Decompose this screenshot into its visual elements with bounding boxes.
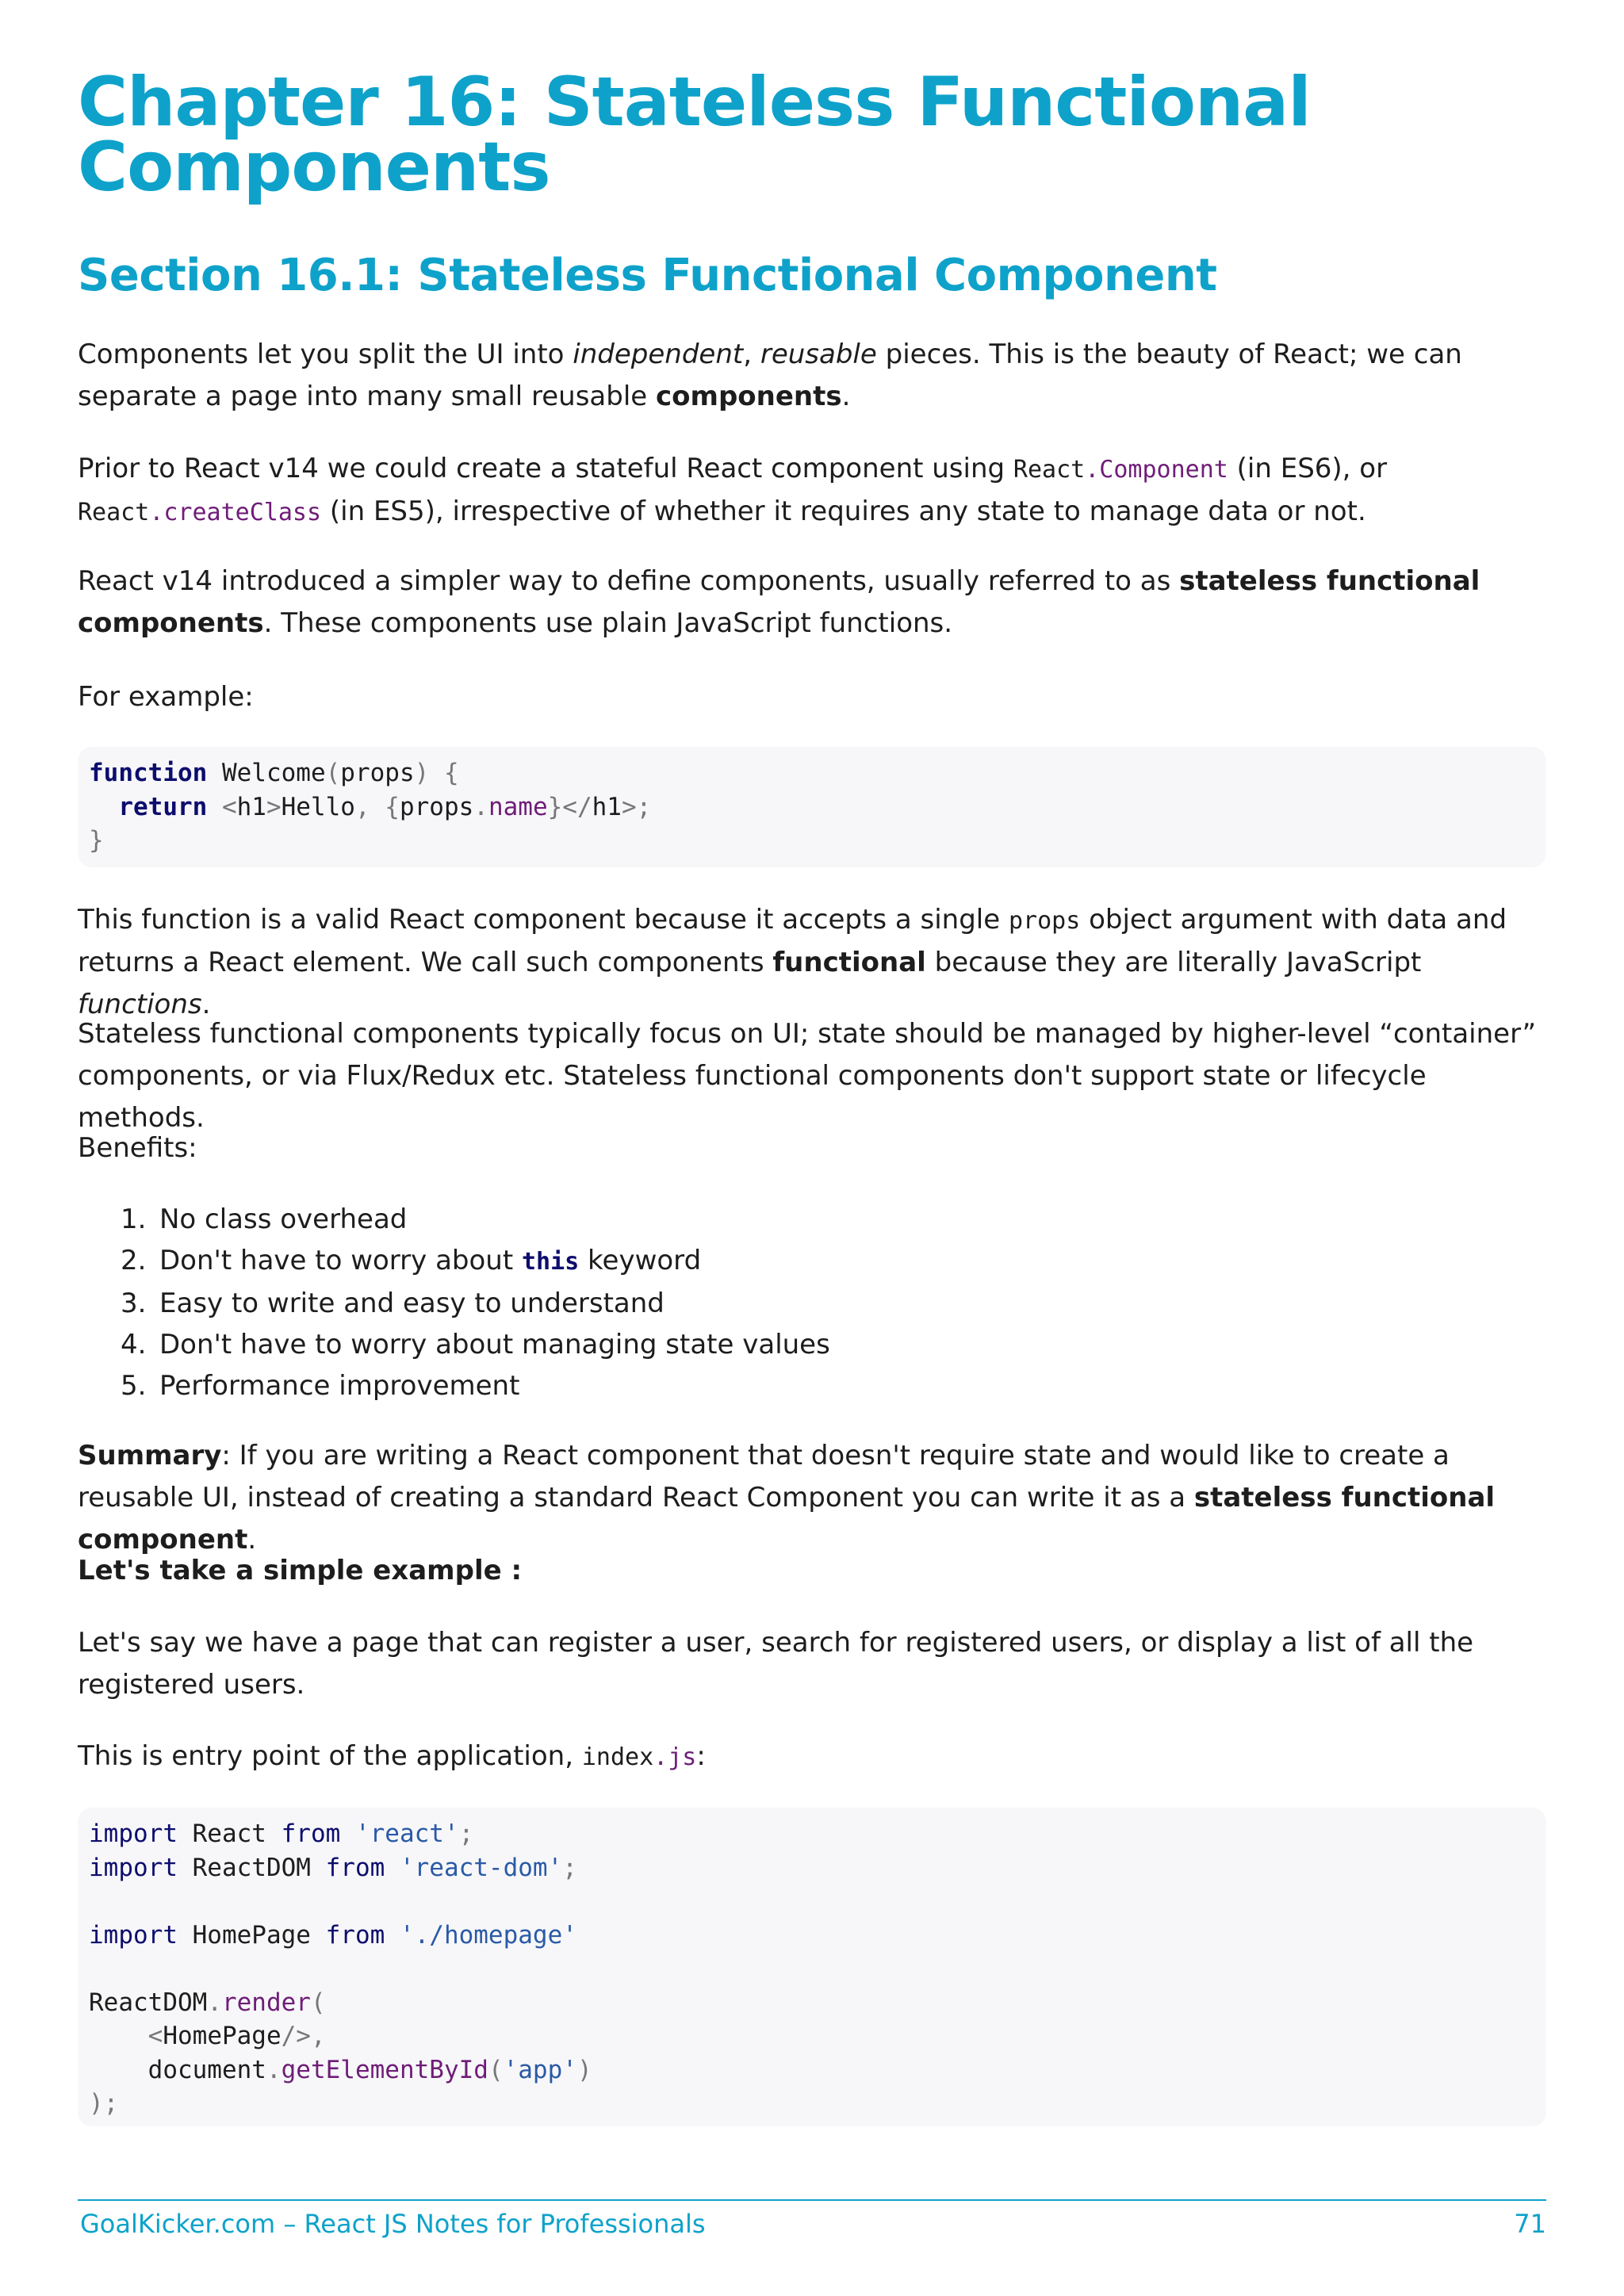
paragraph-for-example: For example: xyxy=(78,681,254,713)
paragraph-simple-example: Let's take a simple example : xyxy=(78,1555,523,1586)
list-item: 5. Performance improvement xyxy=(121,1370,520,1402)
paragraph-stateless-focus: Stateless functional components typically focus on UI; state should be managed by higher-level “container” components, or via Flux/Redux etc. Stateless functional components don't support state or lifecycle methods. xyxy=(78,1018,1537,1134)
paragraph-v14-intro: React v14 introduced a simpler way to define components, usually referred to as stateless functional components. These components use plain JavaScript functions. xyxy=(78,565,1480,639)
list-item: 2. Don't have to worry about this keyword xyxy=(121,1245,702,1276)
footer-source: GoalKicker.com – React JS Notes for Professionals xyxy=(80,2209,706,2239)
paragraph-prior-v14: Prior to React v14 we could create a stateful React component using React.Component (in ES6), or React.createClass (in ES5), irrespective of whether it requires any state to manage data or not. xyxy=(78,453,1388,527)
paragraph-benefits-label: Benefits: xyxy=(78,1132,197,1164)
inline-code-create-class: React.createClass xyxy=(78,499,322,526)
inline-code-this: this xyxy=(522,1248,580,1276)
list-item: 4. Don't have to worry about managing state values xyxy=(121,1329,830,1360)
code-block-welcome: function Welcome(props) { return <h1>Hello, {props.name}</h1>; } xyxy=(78,747,1546,867)
inline-code-props: props xyxy=(1008,907,1081,935)
paragraph-summary: Summary: If you are writing a React component that doesn't require state and would like to create a reusable UI, instead of creating a standard React Component you can write it as a stateless functional component. xyxy=(78,1440,1496,1556)
inline-code-index-js: index.js xyxy=(581,1743,697,1771)
paragraph-intro: Components let you split the UI into independent, reusable pieces. This is the beauty of React; we can separate a page into many small reusable components. xyxy=(78,339,1462,412)
inline-code-react-component: React.Component xyxy=(1013,456,1228,484)
footer-divider xyxy=(78,2199,1546,2201)
list-item: 1. No class overhead xyxy=(121,1203,408,1235)
list-item: 3. Easy to write and easy to understand xyxy=(121,1288,665,1319)
chapter-title: Chapter 16: Stateless Functional Components xyxy=(78,63,1311,207)
code-block-index-js: import React from 'react'; import ReactDOM from 'react-dom'; import HomePage from './homepage' ReactDOM.render( <HomePage/>, document.getElementById('app') ); xyxy=(78,1808,1546,2126)
paragraph-register-page: Let's say we have a page that can register a user, search for registered users, or display a list of all the registered users. xyxy=(78,1627,1474,1701)
paragraph-valid-component: This function is a valid React component because it accepts a single props object argument with data and returns a React element. We call such components functional because they are literally JavaScript functions. xyxy=(78,904,1507,1020)
benefits-list xyxy=(78,1199,830,1406)
page-number: 71 xyxy=(1514,2209,1546,2239)
section-title: Section 16.1: Stateless Functional Component xyxy=(78,250,1217,301)
paragraph-entry-point: This is entry point of the application, index.js: xyxy=(78,1740,706,1772)
